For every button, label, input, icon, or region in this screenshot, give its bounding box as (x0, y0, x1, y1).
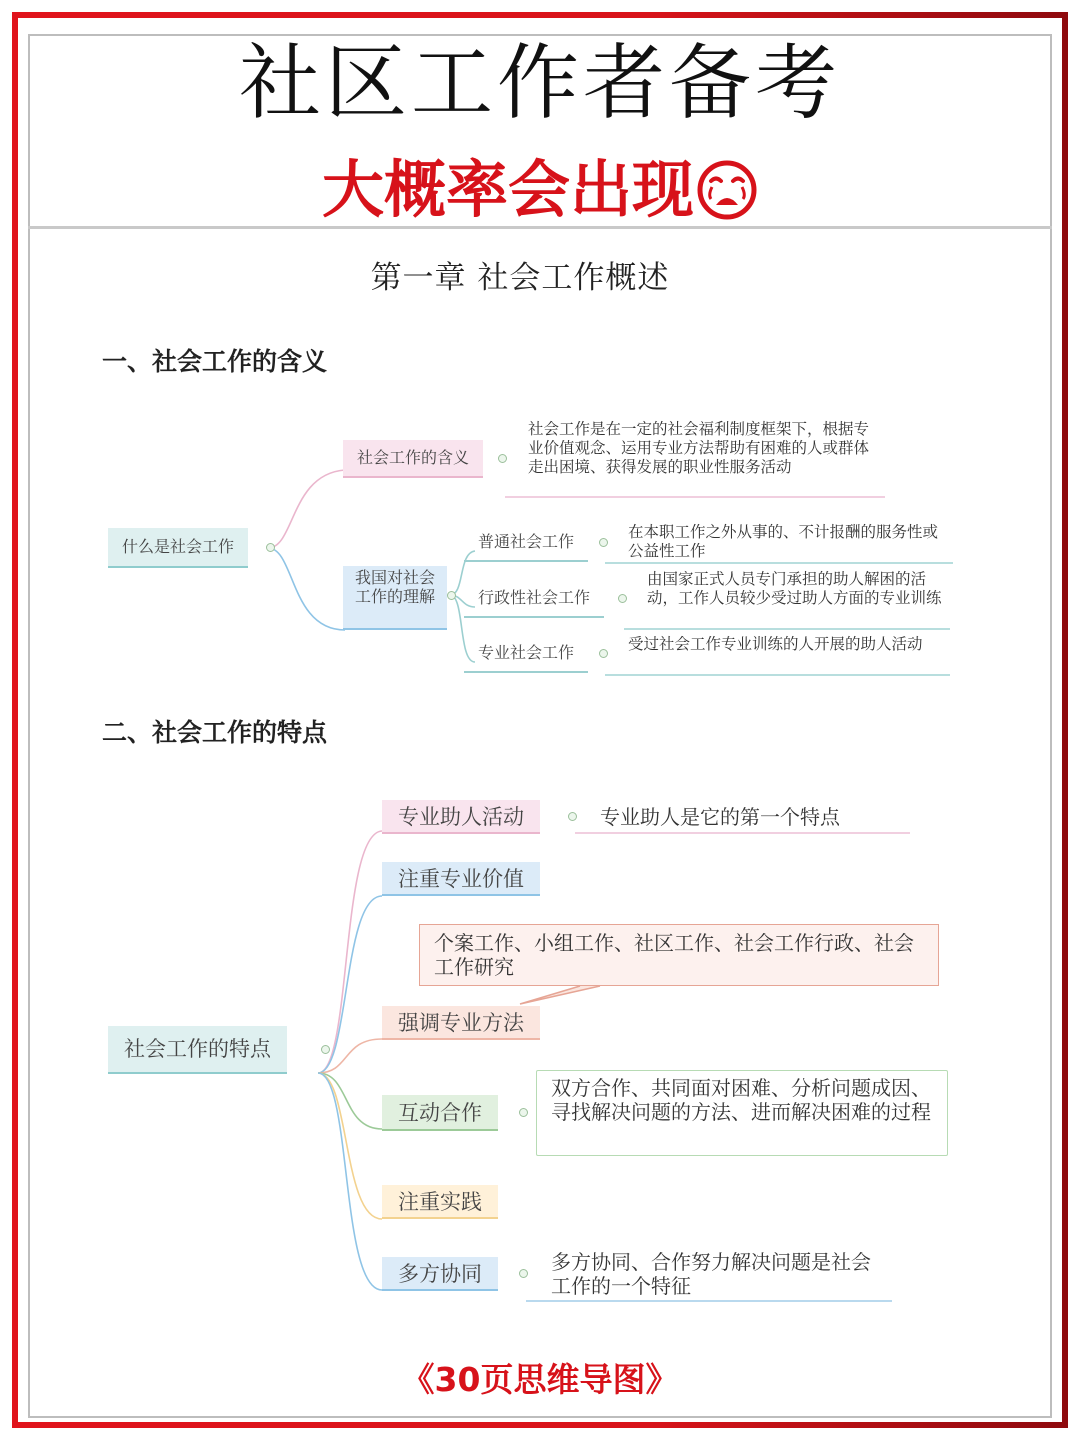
professional-help-desc: 专业助人是它的第一个特点 (600, 805, 840, 829)
section2-title: 二、社会工作的特点 (102, 718, 328, 747)
professional-values-label: 注重专业价值 (398, 867, 524, 891)
section1-title: 一、社会工作的含义 (102, 347, 328, 376)
professional-label: 专业社会工作 (478, 643, 575, 662)
multi-party-desc: 多方协同、合作努力解决问题是社会工作的一个特征 (551, 1250, 871, 1298)
professional-help-underline (575, 832, 910, 834)
practice-label: 注重实践 (398, 1190, 482, 1214)
administrative-label: 行政性社会工作 (478, 588, 591, 607)
node-meaning (343, 440, 483, 478)
node-professional-methods (382, 1006, 540, 1040)
node-administrative-social-work (464, 580, 604, 618)
administrative-desc: 由国家正式人员专门承担的助人解困的活动，工作人员较少受过助人方面的专业训练 (647, 570, 942, 607)
interactive-desc: 双方合作、共同面对困难、分析问题成因、寻找解决问题的方法、进而解决困难的过程 (536, 1070, 948, 1156)
node-understanding (343, 566, 447, 630)
collapse-dot[interactable] (519, 1269, 528, 1278)
understanding-label: 我国对社会工作的理解 (355, 568, 436, 606)
chapter-title: 第一章 社会工作概述 (370, 260, 670, 296)
meaning-desc: 社会工作是在一定的社会福利制度框架下，根据专业价值观念、运用专业方法帮助有困难的人或群体走出困境、获得发展的职业性服务活动 (528, 420, 870, 476)
collapse-dot[interactable] (618, 594, 627, 603)
root-node-features (108, 1026, 287, 1074)
collapse-dot[interactable] (568, 812, 577, 821)
node-practice (382, 1185, 498, 1219)
root-node-what-is-social-work (108, 528, 248, 568)
professional-desc: 受过社会工作专业训练的人开展的助人活动 (628, 635, 923, 653)
features-root-label: 社会工作的特点 (124, 1037, 271, 1061)
node-professional-social-work (464, 635, 588, 673)
collapse-dot[interactable] (266, 543, 275, 552)
root-label: 什么是社会工作 (122, 537, 235, 556)
collapse-dot[interactable] (599, 538, 608, 547)
node-ordinary-social-work (464, 524, 588, 562)
meaning-underline (505, 496, 885, 498)
ordinary-desc: 在本职工作之外从事的、不计报酬的服务性或公益性工作 (628, 523, 939, 560)
ordinary-underline (605, 562, 953, 564)
node-multi-party-collaboration (382, 1257, 498, 1291)
collapse-dot[interactable] (321, 1045, 330, 1054)
interactive-label: 互动合作 (398, 1101, 482, 1125)
methods-callout: 个案工作、小组工作、社区工作、社会工作行政、社会工作研究 (419, 924, 939, 986)
professional-help-label: 专业助人活动 (398, 805, 524, 829)
collapse-dot[interactable] (599, 649, 608, 658)
administrative-underline (624, 628, 950, 630)
node-professional-values (382, 862, 540, 896)
node-professional-help (382, 800, 540, 834)
footer-mindmap-count: 《30页思维导图》 (401, 1360, 679, 1399)
subtitle-text: 大概率会出现 (321, 153, 694, 226)
professional-methods-label: 强调专业方法 (398, 1011, 524, 1035)
meaning-label: 社会工作的含义 (357, 448, 470, 467)
collapse-dot[interactable] (447, 591, 456, 600)
main-title: 社区工作者备考 (238, 36, 841, 131)
collapse-dot[interactable] (519, 1108, 528, 1117)
professional-underline (605, 674, 950, 676)
collapse-dot[interactable] (498, 454, 507, 463)
multi-party-underline (526, 1300, 892, 1302)
ordinary-label: 普通社会工作 (478, 532, 575, 551)
multi-party-label: 多方协同 (398, 1262, 482, 1286)
node-interactive-cooperation (382, 1095, 498, 1131)
